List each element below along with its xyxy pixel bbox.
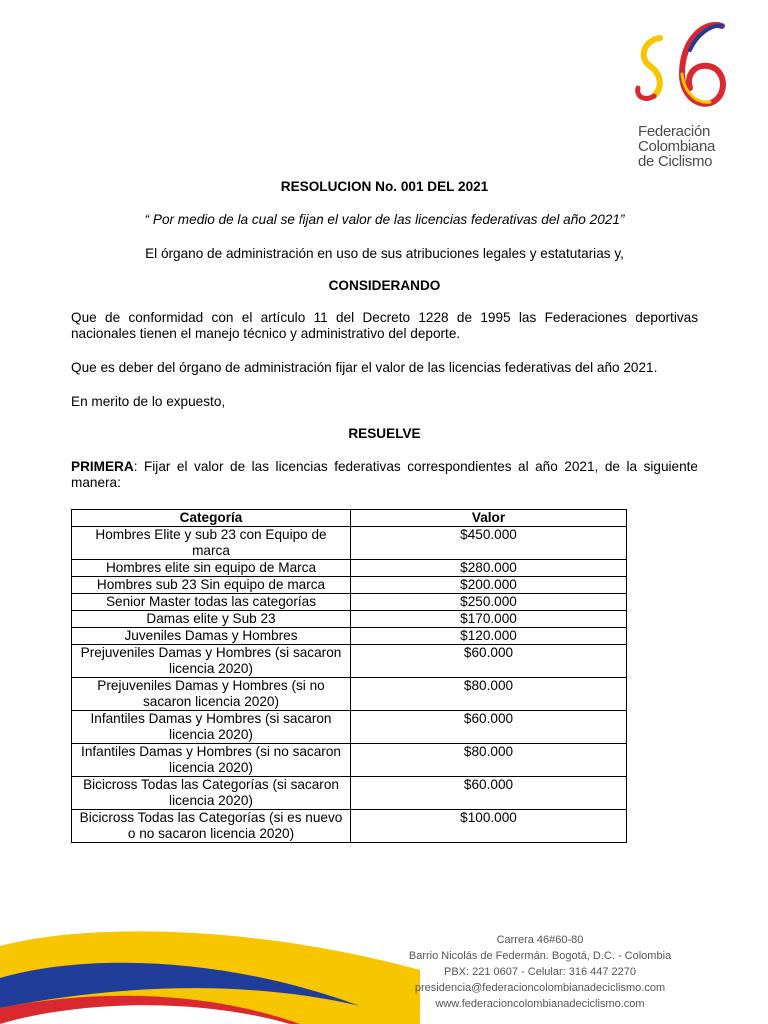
cell-valor: $280.000 — [351, 560, 627, 577]
cell-categoria: Bicicross Todas las Categorías (si sacaron licencia 2020) — [72, 777, 351, 810]
cell-categoria: Prejuveniles Damas y Hombres (si no sacaron licencia 2020) — [72, 678, 351, 711]
cell-valor: $60.000 — [351, 645, 627, 678]
considerando-heading: CONSIDERANDO — [328, 278, 441, 293]
address-line: Barrio Nicolás de Federmán. Bogotá, D.C. - Colombia — [408, 950, 672, 962]
cell-valor: $80.000 — [351, 744, 627, 777]
table-row — [72, 777, 627, 810]
table-row — [72, 594, 627, 611]
logo-line-1: Federación — [638, 123, 711, 140]
federation-logo — [628, 18, 738, 168]
cell-categoria: Bicicross Todas las Categorías (si es nuevo o no sacaron licencia 2020) — [72, 810, 351, 843]
resuelve-heading: RESUELVE — [348, 426, 421, 441]
table-row — [72, 744, 627, 777]
license-fee-table — [71, 509, 627, 843]
cell-categoria: Hombres Elite y sub 23 con Equipo de marca — [72, 527, 351, 560]
website-link[interactable]: www.federacioncolombianadeciclismo.com — [435, 998, 645, 1010]
column-header-categoria: Categoría — [72, 510, 351, 527]
address-line: Carrera 46#60-80 — [496, 934, 584, 946]
resolution-title: RESOLUCION No. 001 DEL 2021 — [280, 179, 489, 194]
considerando-paragraph-1: Que de conformidad con el artículo 11 del Decreto 1228 de 1995 las Federaciones deportivas nacionales tienen el manejo técnico y administrativo del deporte. — [71, 310, 698, 341]
cell-categoria: Infantiles Damas y Hombres (si no sacaron licencia 2020) — [72, 744, 351, 777]
cell-valor: $170.000 — [351, 611, 627, 628]
cell-categoria: Hombres elite sin equipo de Marca — [72, 560, 351, 577]
table-row — [72, 711, 627, 744]
table-row — [72, 628, 627, 645]
table-row — [72, 560, 627, 577]
contact-address — [400, 932, 680, 1012]
cell-valor: $200.000 — [351, 577, 627, 594]
merito-paragraph: En merito de lo expuesto, — [71, 394, 226, 409]
cell-valor: $60.000 — [351, 777, 627, 810]
resolution-subtitle: “ Por medio de la cual se fijan el valor de las licencias federativas del año 2021” — [144, 212, 625, 227]
cell-valor: $120.000 — [351, 628, 627, 645]
cell-valor: $250.000 — [351, 594, 627, 611]
logo-line-2: Colombiana — [638, 138, 716, 155]
column-header-valor: Valor — [351, 510, 627, 527]
cell-categoria: Hombres sub 23 Sin equipo de marca — [72, 577, 351, 594]
email-link[interactable]: presidencia@federacioncolombianadeciclismo.com — [414, 982, 666, 994]
phone-line: PBX: 221 0607 - Celular: 316 447 2270 — [443, 966, 637, 978]
cell-categoria: Senior Master todas las categorías — [72, 594, 351, 611]
primera-label: PRIMERA — [71, 459, 134, 474]
cell-categoria: Juveniles Damas y Hombres — [72, 628, 351, 645]
logo-line-3: de Ciclismo — [638, 153, 713, 170]
logo-mark-icon — [630, 18, 736, 118]
table-row — [72, 678, 627, 711]
table-row — [72, 527, 627, 560]
cell-categoria: Prejuveniles Damas y Hombres (si sacaron licencia 2020) — [72, 645, 351, 678]
primera-paragraph — [71, 459, 698, 491]
table-header-row — [72, 510, 627, 527]
cell-categoria: Infantiles Damas y Hombres (si sacaron licencia 2020) — [72, 711, 351, 744]
cell-valor: $80.000 — [351, 678, 627, 711]
logo-wordmark — [638, 124, 738, 169]
table-row — [72, 577, 627, 594]
intro-paragraph: El órgano de administración en uso de sus atribuciones legales y estatutarias y, — [145, 246, 624, 261]
primera-text: : Fijar el valor de las licencias federativas correspondientes al año 2021, de la siguiente manera: — [71, 459, 698, 490]
table-row — [72, 611, 627, 628]
cell-valor: $60.000 — [351, 711, 627, 744]
considerando-paragraph-2: Que es deber del órgano de administración fijar el valor de las licencias federativas del año 2021. — [71, 360, 658, 375]
cell-valor: $450.000 — [351, 527, 627, 560]
table-row — [72, 810, 627, 843]
cell-categoria: Damas elite y Sub 23 — [72, 611, 351, 628]
table-row — [72, 645, 627, 678]
cell-valor: $100.000 — [351, 810, 627, 843]
